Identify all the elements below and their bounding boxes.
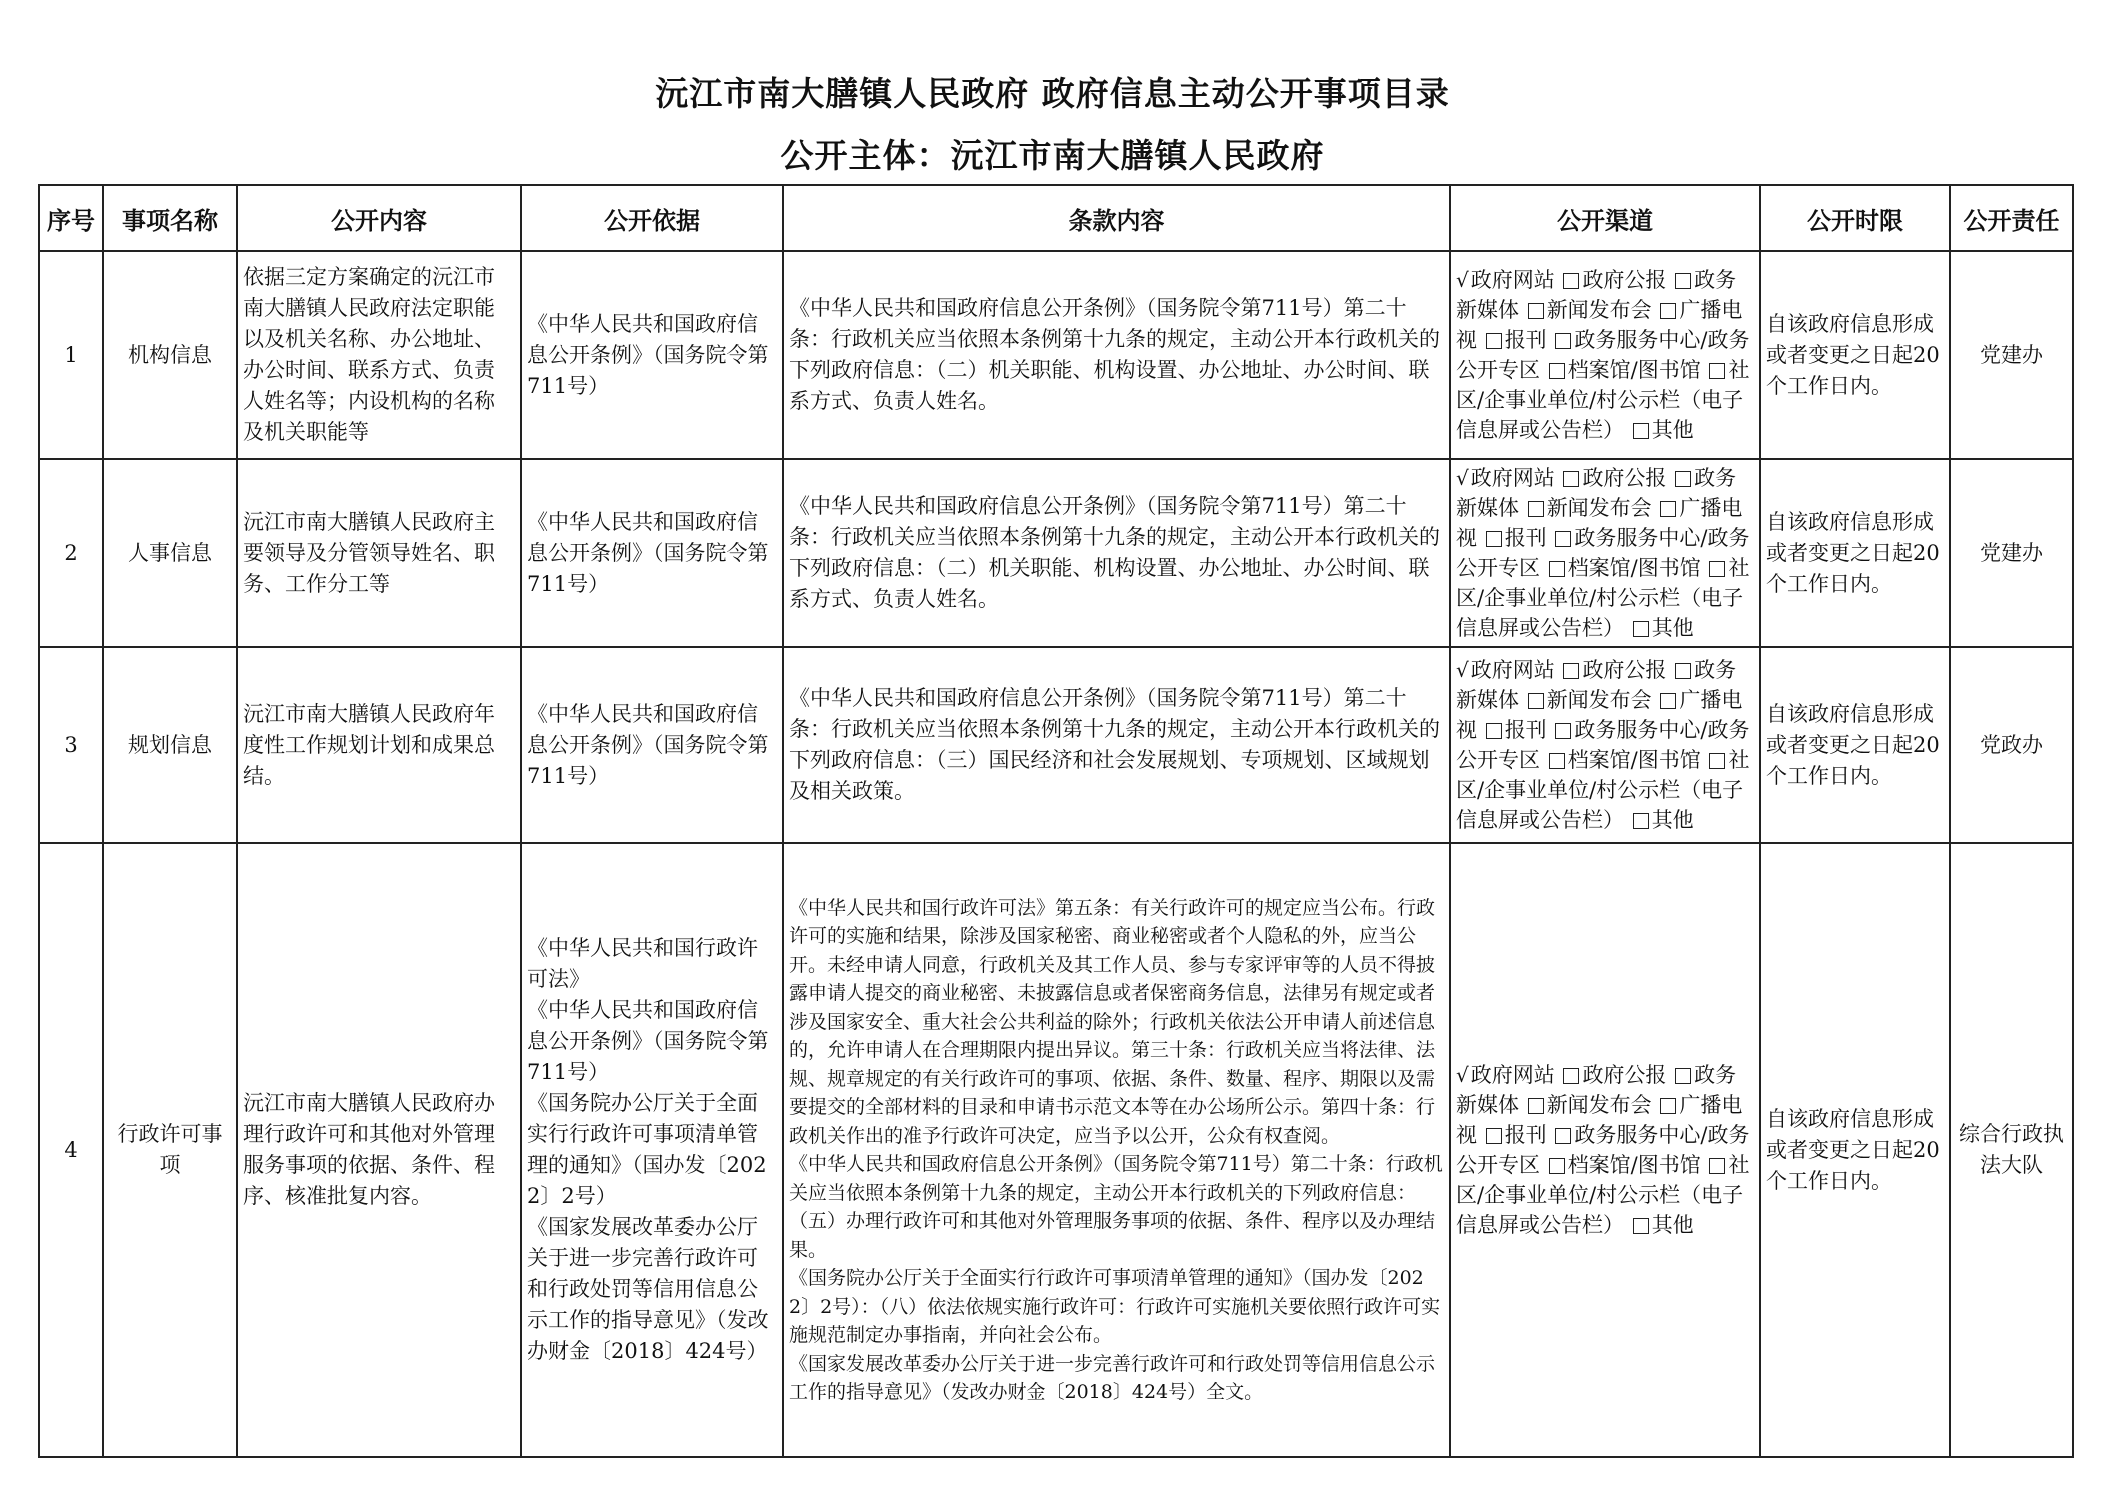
header-no: 序号 xyxy=(39,185,103,251)
clause-text: 《中华人民共和国政府信息公开条例》（国务院令第711号）第二十条：行政机关应当依照本条例第十九条的规定，主动公开本行政机关的下列政府信息：（三）国民经济和社会发展规划、专项规划、区域规划及相关政策。 xyxy=(789,686,1440,803)
channel-option[interactable] xyxy=(1561,268,1666,292)
row-deadline: 自该政府信息形成或者变更之日起20个工作日内。 xyxy=(1760,459,1950,647)
row-content: 依据三定方案确定的沅江市南大膳镇人民政府法定职能以及机关名称、办公地址、办公时间、联系方式、负责人姓名等；内设机构的名称及机关职能等 xyxy=(237,251,521,459)
row-no: 1 xyxy=(39,251,103,459)
checkbox-icon[interactable] xyxy=(1633,1218,1649,1234)
row-clause xyxy=(783,251,1450,459)
table-row xyxy=(39,647,2073,843)
page-subtitle: 公开主体：沅江市南大膳镇人民政府 xyxy=(780,136,1325,175)
header-deadline: 公开时限 xyxy=(1760,185,1950,251)
checkbox-icon[interactable] xyxy=(1486,723,1502,739)
checkbox-icon[interactable] xyxy=(1486,531,1502,547)
row-name: 规划信息 xyxy=(103,647,237,843)
checkmark-icon[interactable] xyxy=(1456,1060,1469,1090)
checkbox-icon[interactable] xyxy=(1633,423,1649,439)
channel-option[interactable] xyxy=(1456,466,1555,490)
basis-text: 《中华人民共和国政府信息公开条例》（国务院令第711号） xyxy=(527,311,769,398)
header-responsible: 公开责任 xyxy=(1950,185,2073,251)
channel-label: 政务新媒体 xyxy=(1456,1063,1737,1117)
table-row xyxy=(39,459,2073,647)
row-clause xyxy=(783,459,1450,647)
header-channels: 公开渠道 xyxy=(1450,185,1760,251)
header-clause: 条款内容 xyxy=(783,185,1450,251)
channel-label: 新闻发布会 xyxy=(1546,298,1652,322)
checkbox-icon[interactable] xyxy=(1709,753,1725,769)
row-clause xyxy=(783,647,1450,843)
channel-label: 社区/企事业单位/村公示栏（电子信息屏或公告栏） xyxy=(1456,358,1750,442)
channel-label: 其他 xyxy=(1651,808,1694,832)
row-responsible: 党政办 xyxy=(1950,647,2073,843)
checkbox-icon[interactable] xyxy=(1675,1068,1691,1084)
checkbox-icon[interactable] xyxy=(1549,561,1565,577)
row-channels xyxy=(1450,459,1760,647)
checkbox-icon[interactable] xyxy=(1563,1068,1579,1084)
channel-option[interactable] xyxy=(1484,328,1547,352)
checkbox-icon[interactable] xyxy=(1709,1158,1725,1174)
row-name: 人事信息 xyxy=(103,459,237,647)
channel-label: 政府公报 xyxy=(1582,466,1667,490)
basis-text: 《中华人民共和国政府信息公开条例》（国务院令第711号） xyxy=(527,701,769,788)
checkbox-icon[interactable] xyxy=(1486,1128,1502,1144)
row-responsible: 党建办 xyxy=(1950,459,2073,647)
clause-text: 《中华人民共和国政府信息公开条例》（国务院令第711号）第二十条：行政机关应当依照本条例第十九条的规定，主动公开本行政机关的下列政府信息：（二）机关职能、机构设置、办公地址、办公时间、联系方式、负责人姓名。 xyxy=(789,296,1440,413)
checkbox-icon[interactable] xyxy=(1660,303,1676,319)
checkmark-icon[interactable] xyxy=(1456,265,1469,295)
channel-label: 广播电视 xyxy=(1456,496,1743,550)
row-responsible: 综合行政执法大队 xyxy=(1950,843,2073,1457)
checkbox-icon[interactable] xyxy=(1549,753,1565,769)
channel-option[interactable] xyxy=(1526,1093,1652,1117)
channel-option[interactable] xyxy=(1631,808,1694,832)
row-name: 行政许可事项 xyxy=(103,843,237,1457)
row-deadline: 自该政府信息形成或者变更之日起20个工作日内。 xyxy=(1760,843,1950,1457)
channel-label: 政府网站 xyxy=(1470,658,1555,682)
clause-text: 《中华人民共和国政府信息公开条例》（国务院令第711号）第二十条：行政机关应当依照本条例第十九条的规定，主动公开本行政机关的下列政府信息：（二）机关职能、机构设置、办公地址、办公时间、联系方式、负责人姓名。 xyxy=(789,494,1440,611)
channel-option[interactable] xyxy=(1484,1123,1547,1147)
checkbox-icon[interactable] xyxy=(1549,363,1565,379)
row-deadline: 自该政府信息形成或者变更之日起20个工作日内。 xyxy=(1760,647,1950,843)
clause-text: 《中华人民共和国行政许可法》第五条：有关行政许可的规定应当公布。行政许可的实施和结果，除涉及国家秘密、商业秘密或者个人隐私的外，应当公开。未经申请人同意，行政机关及其工作人员、参与专家评审等的人员不得披露申请人提交的商业秘密、未披露信息或者保密商务信息，法律另有规定或者涉及国家安全、重大社会公共利益的除外；行政机关依法公开申请人前述信息的，允许申请人在合理期限内提出异议。第三十条：行政机关应当将法律、法规、规章规定的有关行政许可的事项、依据、条件、数量、程序、期限以及需要提交的全部材料的目录和申请书示范文本等在办公场所公示。第四十条：行政机关作出的准予行政许可决定，应当予以公开，公众有权查阅。 xyxy=(789,896,1436,1147)
channel-label: 政府网站 xyxy=(1470,466,1555,490)
basis-text: 《国家发展改革委办公厅关于进一步完善行政许可和行政处罚等信用信息公示工作的指导意见》（发改办财金〔2018〕424号） xyxy=(527,1215,769,1363)
header-basis: 公开依据 xyxy=(521,185,783,251)
checkbox-icon[interactable] xyxy=(1563,273,1579,289)
channel-label: 报刊 xyxy=(1504,718,1547,742)
table-row xyxy=(39,251,2073,459)
channel-label: 政府网站 xyxy=(1470,1063,1555,1087)
channel-option[interactable] xyxy=(1526,496,1652,520)
row-basis xyxy=(521,251,783,459)
channel-label: 政府网站 xyxy=(1470,268,1555,292)
channel-label: 政务新媒体 xyxy=(1456,268,1737,322)
channel-label: 新闻发布会 xyxy=(1546,1093,1652,1117)
channel-label: 档案馆/图书馆 xyxy=(1567,1153,1701,1177)
checkbox-icon[interactable] xyxy=(1528,693,1544,709)
checkbox-icon[interactable] xyxy=(1555,723,1571,739)
row-deadline: 自该政府信息形成或者变更之日起20个工作日内。 xyxy=(1760,251,1950,459)
basis-text: 《中华人民共和国政府信息公开条例》（国务院令第711号） xyxy=(527,509,769,596)
row-content: 沅江市南大膳镇人民政府办理行政许可和其他对外管理服务事项的依据、条件、程序、核准批复内容。 xyxy=(237,843,521,1457)
basis-text: 《国务院办公厅关于全面实行行政许可事项清单管理的通知》（国办发〔2022〕2号） xyxy=(527,1091,767,1208)
channel-label: 政务新媒体 xyxy=(1456,466,1737,520)
channel-option[interactable] xyxy=(1456,268,1555,292)
checkbox-icon[interactable] xyxy=(1660,1098,1676,1114)
channel-label: 广播电视 xyxy=(1456,688,1743,742)
channel-label: 政府公报 xyxy=(1582,268,1667,292)
channel-label: 其他 xyxy=(1651,418,1694,442)
channel-option[interactable] xyxy=(1561,466,1666,490)
table-row xyxy=(39,843,2073,1457)
checkbox-icon[interactable] xyxy=(1633,621,1649,637)
checkbox-icon[interactable] xyxy=(1563,663,1579,679)
checkbox-icon[interactable] xyxy=(1528,501,1544,517)
checkbox-icon[interactable] xyxy=(1709,363,1725,379)
channel-option[interactable] xyxy=(1456,658,1555,682)
channel-label: 政府公报 xyxy=(1582,1063,1667,1087)
row-channels xyxy=(1450,647,1760,843)
checkmark-icon[interactable] xyxy=(1456,463,1469,493)
channel-label: 报刊 xyxy=(1504,1123,1547,1147)
row-no: 3 xyxy=(39,647,103,843)
basis-text: 《中华人民共和国政府信息公开条例》（国务院令第711号） xyxy=(527,998,769,1084)
checkbox-icon[interactable] xyxy=(1675,663,1691,679)
basis-text: 《中华人民共和国行政许可法》 xyxy=(527,936,758,991)
channel-label: 政务服务中心/政务公开专区 xyxy=(1456,1123,1750,1177)
channel-label: 政务服务中心/政务公开专区 xyxy=(1456,526,1750,580)
channel-label: 政府公报 xyxy=(1582,658,1667,682)
channel-label: 档案馆/图书馆 xyxy=(1567,748,1701,772)
disclosure-table xyxy=(38,184,2074,1458)
checkbox-icon[interactable] xyxy=(1563,471,1579,487)
clause-text: 《中华人民共和国政府信息公开条例》（国务院令第711号）第二十条：行政机关应当依照本条例第十九条的规定，主动公开本行政机关的下列政府信息：（五）办理行政许可和其他对外管理服务事项的依据、条件、程序以及办理结果。 xyxy=(789,1153,1443,1261)
row-basis xyxy=(521,459,783,647)
row-content: 沅江市南大膳镇人民政府年度性工作规划计划和成果总结。 xyxy=(237,647,521,843)
row-name: 机构信息 xyxy=(103,251,237,459)
checkbox-icon[interactable] xyxy=(1528,1098,1544,1114)
row-no: 4 xyxy=(39,843,103,1457)
channel-option[interactable] xyxy=(1547,358,1701,382)
channel-option[interactable] xyxy=(1631,418,1694,442)
channel-label: 政务服务中心/政务公开专区 xyxy=(1456,718,1750,772)
checkbox-icon[interactable] xyxy=(1555,1128,1571,1144)
channel-option[interactable] xyxy=(1547,748,1701,772)
channel-option[interactable] xyxy=(1561,658,1666,682)
channel-label: 政务新媒体 xyxy=(1456,658,1737,712)
checkbox-icon[interactable] xyxy=(1555,333,1571,349)
channel-option[interactable] xyxy=(1631,616,1694,640)
channel-label: 社区/企事业单位/村公示栏（电子信息屏或公告栏） xyxy=(1456,1153,1750,1237)
channel-label: 政务服务中心/政务公开专区 xyxy=(1456,328,1750,382)
checkbox-icon[interactable] xyxy=(1528,303,1544,319)
channel-label: 广播电视 xyxy=(1456,1093,1743,1147)
checkbox-icon[interactable] xyxy=(1675,273,1691,289)
checkbox-icon[interactable] xyxy=(1660,501,1676,517)
checkmark-icon[interactable] xyxy=(1456,655,1469,685)
channel-label: 社区/企事业单位/村公示栏（电子信息屏或公告栏） xyxy=(1456,556,1750,640)
channel-option[interactable] xyxy=(1631,1213,1694,1237)
row-channels xyxy=(1450,251,1760,459)
checkbox-icon[interactable] xyxy=(1633,813,1649,829)
row-basis xyxy=(521,843,783,1457)
table-header-row xyxy=(39,185,2073,251)
checkbox-icon[interactable] xyxy=(1486,333,1502,349)
channel-option[interactable] xyxy=(1456,1063,1555,1087)
checkbox-icon[interactable] xyxy=(1709,561,1725,577)
channel-label: 档案馆/图书馆 xyxy=(1567,556,1701,580)
channel-option[interactable] xyxy=(1561,1063,1666,1087)
channel-option[interactable] xyxy=(1484,718,1547,742)
channel-option[interactable] xyxy=(1547,1153,1701,1177)
channel-label: 报刊 xyxy=(1504,526,1547,550)
checkbox-icon[interactable] xyxy=(1549,1158,1565,1174)
channel-option[interactable] xyxy=(1484,526,1547,550)
row-clause xyxy=(783,843,1450,1457)
channel-label: 其他 xyxy=(1651,1213,1694,1237)
header-content: 公开内容 xyxy=(237,185,521,251)
row-channels xyxy=(1450,843,1760,1457)
channel-option[interactable] xyxy=(1526,298,1652,322)
header-name: 事项名称 xyxy=(103,185,237,251)
channel-option[interactable] xyxy=(1526,688,1652,712)
checkbox-icon[interactable] xyxy=(1555,531,1571,547)
channel-label: 档案馆/图书馆 xyxy=(1567,358,1701,382)
row-basis xyxy=(521,647,783,843)
clause-text: 《国家发展改革委办公厅关于进一步完善行政许可和行政处罚等信用信息公示工作的指导意见》（发改办财金〔2018〕424号）全文。 xyxy=(789,1352,1436,1403)
channel-option[interactable] xyxy=(1547,556,1701,580)
page-title: 沅江市南大膳镇人民政府 政府信息主动公开事项目录 xyxy=(655,74,1450,113)
channel-label: 其他 xyxy=(1651,616,1694,640)
checkbox-icon[interactable] xyxy=(1675,471,1691,487)
channel-label: 社区/企事业单位/村公示栏（电子信息屏或公告栏） xyxy=(1456,748,1750,832)
channel-label: 广播电视 xyxy=(1456,298,1743,352)
clause-text: 《国务院办公厅关于全面实行行政许可事项清单管理的通知》（国办发〔2022〕2号）：（八）依法依规实施行政许可：行政许可实施机关要依照行政许可实施规范制定办事指南，并向社会公布。 xyxy=(789,1267,1441,1346)
checkbox-icon[interactable] xyxy=(1660,693,1676,709)
channel-label: 报刊 xyxy=(1504,328,1547,352)
row-no: 2 xyxy=(39,459,103,647)
row-content: 沅江市南大膳镇人民政府主要领导及分管领导姓名、职务、工作分工等 xyxy=(237,459,521,647)
channel-label: 新闻发布会 xyxy=(1546,688,1652,712)
row-responsible: 党建办 xyxy=(1950,251,2073,459)
channel-label: 新闻发布会 xyxy=(1546,496,1652,520)
